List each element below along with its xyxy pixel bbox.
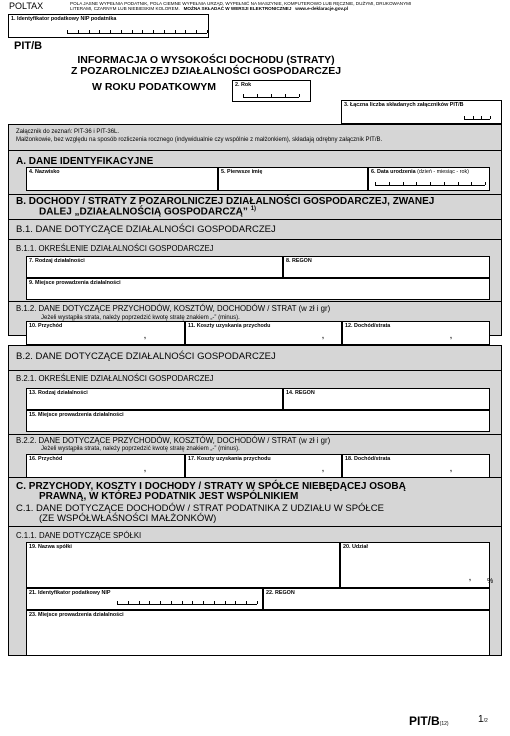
title-line1: INFORMACJA O WYSOKOŚCI DOCHODU (STRATY) <box>77 54 335 66</box>
section-b22-title: B.2.2. DANE DOTYCZĄCE PRZYCHODÓW, KOSZTÓW, DOCHODÓW / STRAT (w zł i gr) <box>16 436 331 445</box>
section-c1-title-2: (ZE WSPÓŁWŁAŚNOŚCI MAŁŻONKÓW) <box>39 513 217 524</box>
digit-tick <box>471 182 472 185</box>
regon-field[interactable] <box>283 256 490 278</box>
section-b2-title: B.2. DANE DOTYCZĄCE DZIAŁALNOŚCI GOSPODARCZEJ <box>16 351 276 362</box>
income-field[interactable] <box>342 321 490 345</box>
regon-label: 8. REGON <box>286 258 312 264</box>
company-place-field[interactable] <box>26 610 490 656</box>
digit-tick <box>67 30 68 33</box>
activity-type-field[interactable] <box>26 256 283 278</box>
income-2-decimal-comma: , <box>450 466 452 473</box>
section-b-title-1: B. DOCHODY / STRATY Z POZAROLNICZEJ DZIAŁALNOŚCI GOSPODARCZEJ, ZWANEJ <box>16 196 435 207</box>
first-name-label: 5. Pierwsze imię <box>221 169 263 175</box>
share-field[interactable] <box>340 542 494 588</box>
company-nip-field[interactable] <box>26 588 263 610</box>
section-b12-note: Jeżeli wystąpiła strata, należy poprzedzić kwotę stratę znakiem „-” (minus). <box>41 315 240 321</box>
costs-label: 11. Koszty uzyskania przychodu <box>188 323 271 329</box>
note-spouses: Małżonkowie, bez względu na sposób rozliczenia rocznego (indywidualnie czy wspólnie z małżonkiem), składają odrębny załącznik PIT/B. <box>16 137 383 143</box>
attachments-count-field[interactable] <box>341 100 502 124</box>
birth-date-field[interactable] <box>368 167 490 191</box>
digit-tick <box>139 601 140 604</box>
revenue-label: 10. Przychód <box>29 323 63 329</box>
surname-label: 4. Nazwisko <box>29 169 60 175</box>
title-line2: Z POZAROLNICZEJ DZIAŁALNOŚCI GOSPODARCZEJ <box>70 65 342 77</box>
year-digit-line <box>243 94 299 98</box>
revenue-2-label: 16. Przychód <box>29 456 63 462</box>
costs-field[interactable] <box>185 321 342 345</box>
digit-tick <box>389 182 390 185</box>
surname-field[interactable] <box>26 167 218 191</box>
digit-tick <box>473 116 474 119</box>
form-title <box>48 55 364 77</box>
year-field[interactable] <box>232 80 311 102</box>
company-regon-label: 22. REGON <box>266 590 295 596</box>
digit-tick <box>416 182 417 185</box>
digit-tick <box>203 601 204 604</box>
percent-sign: % <box>487 578 494 585</box>
revenue-decimal-comma: , <box>144 333 146 340</box>
e-filing-note: MOŻNA SKŁADAĆ W WERSJI ELEKTRONICZNEJ <box>183 6 292 12</box>
digit-tick <box>246 601 247 604</box>
title-line3: W ROKU PODATKOWYM <box>92 81 217 93</box>
digit-tick <box>182 601 183 604</box>
attachments-count-label: 3. Łączna liczba składanych załączników PIT/B <box>344 102 464 108</box>
section-b-header <box>8 195 502 219</box>
digit-tick <box>299 94 300 97</box>
company-nip-digit-line <box>117 601 257 605</box>
activity-type-2-field[interactable] <box>26 388 283 410</box>
digit-tick <box>485 182 486 185</box>
digit-tick <box>132 30 133 33</box>
section-b-title-2: DALEJ „DZIAŁALNOŚCIĄ GOSPODARCZĄ” $^{1)}$ <box>39 206 257 218</box>
digit-tick <box>271 94 272 97</box>
digit-tick <box>285 94 286 97</box>
costs-decimal-comma: , <box>322 333 324 340</box>
digit-tick <box>196 30 197 33</box>
digit-tick <box>235 601 236 604</box>
digit-tick <box>160 601 161 604</box>
activity-place-field[interactable] <box>26 278 490 300</box>
digit-tick <box>164 30 165 33</box>
company-name-field[interactable] <box>26 542 340 588</box>
nip-field[interactable] <box>8 14 209 38</box>
activity-place-label: 9. Miejsce prowadzenia działalności <box>29 280 121 286</box>
notes-box <box>8 124 502 150</box>
digit-tick <box>464 116 465 119</box>
digit-tick <box>121 30 122 33</box>
footer-version: (12) <box>439 721 449 727</box>
digit-tick <box>481 116 482 119</box>
costs-2-decimal-comma: , <box>322 466 324 473</box>
digit-tick <box>225 601 226 604</box>
instructions-line1: POLA JASNE WYPEŁNIA PODATNIK, POLA CIEMNE WYPEŁNIA URZĄD. WYPEŁNIĆ NA MASZYNIE, KOMPUTEROWO LUB RĘCZNIE, DUŻYMI, DRUKOWANYMI <box>70 1 412 6</box>
share-label: 20. Udział <box>343 544 368 550</box>
poltax-label: POLTAX <box>9 1 44 11</box>
digit-tick <box>149 601 150 604</box>
digit-tick <box>78 30 79 33</box>
digit-tick <box>142 30 143 33</box>
digit-tick <box>171 601 172 604</box>
income-label: 12. Dochód/strata <box>345 323 391 329</box>
section-c1-title-1: C.1. DANE DOTYCZĄCE DOCHODÓW / STRAT PODATNIKA Z UDZIAŁU W SPÓŁCE <box>16 503 384 514</box>
section-b11-title: B.1.1. OKREŚLENIE DZIAŁALNOŚCI GOSPODARCZEJ <box>16 244 214 253</box>
note-attachment: Załącznik do zeznań: PIT-36 i PIT-36L. <box>16 129 120 135</box>
section-b1-title: B.1. DANE DOTYCZĄCE DZIAŁALNOŚCI GOSPODARCZEJ <box>16 224 276 235</box>
instructions-line2: LITERAMI, CZARNYM LUB NIEBIESKIM KOLOREM. MOŻNA SKŁADAĆ W WERSJI ELEKTRONICZNEJ www.e-deklaracje.gov.pl <box>70 6 349 12</box>
costs-2-field[interactable] <box>185 454 342 478</box>
digit-tick <box>185 30 186 33</box>
digit-tick <box>89 30 90 33</box>
digit-tick <box>128 601 129 604</box>
form-code: PIT/B <box>14 40 43 52</box>
section-b22-note: Jeżeli wystąpiła strata, należy poprzedzić kwotę stratę znakiem „-” (minus). <box>41 446 240 452</box>
share-decimal-comma: , <box>469 575 471 582</box>
income-2-field[interactable] <box>342 454 490 478</box>
costs-2-label: 17. Koszty uzyskania przychodu <box>188 456 271 462</box>
digit-tick <box>243 94 244 97</box>
digit-tick <box>175 30 176 33</box>
activity-type-label: 7. Rodzaj działalności <box>29 258 85 264</box>
digit-tick <box>375 182 376 185</box>
nip-label: 1. Identyfikator podatkowy NIP podatnika <box>11 16 117 22</box>
instructions <box>70 1 411 11</box>
section-b21-title: B.2.1. OKREŚLENIE DZIAŁALNOŚCI GOSPODARCZEJ <box>16 374 214 383</box>
section-c11-title: C.1.1. DANE DOTYCZĄCE SPÓŁKI <box>16 531 142 540</box>
activity-place-2-field[interactable] <box>26 410 490 432</box>
digit-tick <box>490 116 491 119</box>
nip-digit-line <box>67 30 207 34</box>
digit-tick <box>257 601 258 604</box>
first-name-field[interactable] <box>218 167 368 191</box>
company-regon-field[interactable] <box>263 588 490 610</box>
company-nip-label: 21. Identyfikator podatkowy NIP <box>29 590 111 596</box>
birth-date-label: 6. Data urodzenia (dzień - miesiąc - rok) <box>371 169 469 175</box>
digit-tick <box>110 30 111 33</box>
revenue-2-decimal-comma: , <box>144 466 146 473</box>
revenue-field[interactable] <box>26 321 185 345</box>
attachments-digit-line <box>464 116 490 120</box>
section-c-title-2: PRAWNĄ, W KTÓREJ PODATNIK JEST WSPÓLNIKIEM <box>39 491 299 502</box>
page-number: 1/2 <box>478 714 488 725</box>
digit-tick <box>214 601 215 604</box>
digit-tick <box>207 30 208 33</box>
footer-form-code: PIT/B(12) <box>409 714 449 728</box>
section-c-title-1: C. PRZYCHODY, KOSZTY I DOCHODY / STRATY W SPÓŁCE NIEBĘDĄCEJ OSOBĄ <box>16 481 406 492</box>
digit-tick <box>192 601 193 604</box>
income-decimal-comma: , <box>450 333 452 340</box>
digit-tick <box>99 30 100 33</box>
company-name-label: 19. Nazwa spółki <box>29 544 72 550</box>
e-filing-url: www.e-deklaracje.gov.pl <box>295 6 349 12</box>
regon-2-label: 14. REGON <box>286 390 315 396</box>
revenue-2-field[interactable] <box>26 454 185 478</box>
activity-place-2-label: 15. Miejsce prowadzenia działalności <box>29 412 124 418</box>
birth-date-digit-line <box>375 182 485 186</box>
year-label: 2. Rok <box>235 82 252 88</box>
digit-tick <box>444 182 445 185</box>
activity-type-2-label: 13. Rodzaj działalności <box>29 390 88 396</box>
income-2-label: 18. Dochód/strata <box>345 456 391 462</box>
digit-tick <box>403 182 404 185</box>
digit-tick <box>117 601 118 604</box>
digit-tick <box>153 30 154 33</box>
company-place-label: 23. Miejsce prowadzenia działalności <box>29 612 124 618</box>
regon-2-field[interactable] <box>283 388 490 410</box>
section-b12-title: B.1.2. DANE DOTYCZĄCE PRZYCHODÓW, KOSZTÓW, DOCHODÓW / STRAT (w zł i gr) <box>16 304 331 313</box>
digit-tick <box>458 182 459 185</box>
digit-tick <box>430 182 431 185</box>
section-a-title: A. DANE IDENTYFIKACYJNE <box>16 156 154 167</box>
digit-tick <box>257 94 258 97</box>
